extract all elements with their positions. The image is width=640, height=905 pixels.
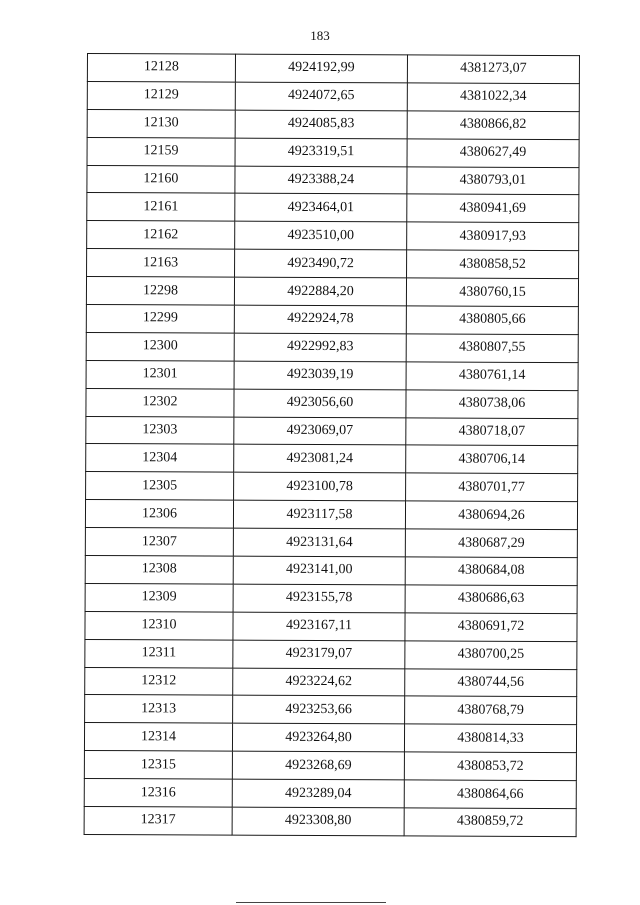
point-id-cell: 12129	[87, 81, 235, 110]
x-coordinate-cell: 4923081,24	[234, 445, 406, 474]
table-row	[85, 611, 577, 641]
y-coordinate-cell: 4380627,49	[407, 139, 579, 168]
y-coordinate-cell: 4380941,69	[407, 194, 579, 223]
table-row	[84, 807, 576, 837]
y-coordinate-cell: 4380859,72	[404, 808, 576, 837]
point-id-cell: 12301	[86, 360, 234, 389]
y-coordinate-cell: 4380760,15	[406, 278, 578, 307]
x-coordinate-cell: 4923490,72	[235, 249, 407, 278]
x-coordinate-cell: 4924085,83	[235, 110, 407, 139]
point-id-cell: 12314	[84, 723, 232, 752]
point-id-cell: 12128	[87, 54, 235, 83]
table-row	[87, 165, 579, 195]
point-id-cell: 12305	[86, 472, 234, 501]
table-row	[85, 667, 577, 697]
table-row	[86, 472, 578, 502]
table-row	[86, 277, 578, 307]
page-number: 183	[310, 28, 330, 43]
x-coordinate-cell: 4923388,24	[235, 166, 407, 195]
y-coordinate-cell: 4380700,25	[405, 641, 577, 670]
y-coordinate-cell: 4380694,26	[405, 501, 577, 530]
point-id-cell: 12300	[86, 332, 234, 361]
table-row	[86, 388, 578, 418]
x-coordinate-cell: 4923308,80	[232, 807, 404, 836]
table-row	[87, 221, 579, 251]
y-coordinate-cell: 4380744,56	[405, 668, 577, 697]
y-coordinate-cell: 4380686,63	[405, 585, 577, 614]
point-id-cell: 12163	[87, 249, 235, 278]
point-id-cell: 12161	[87, 193, 235, 222]
table-row	[87, 54, 579, 84]
x-coordinate-cell: 4923069,07	[234, 417, 406, 446]
x-coordinate-cell: 4923039,19	[234, 361, 406, 390]
y-coordinate-cell: 4380706,14	[406, 445, 578, 474]
coordinates-table-body	[84, 54, 579, 837]
point-id-cell: 12130	[87, 109, 235, 138]
point-id-cell: 12312	[85, 667, 233, 696]
table-row	[85, 695, 577, 725]
point-id-cell: 12317	[84, 807, 232, 836]
point-id-cell: 12307	[85, 528, 233, 557]
table-row	[87, 109, 579, 139]
y-coordinate-cell: 4380814,33	[404, 724, 576, 753]
point-id-cell: 12308	[85, 556, 233, 585]
point-id-cell: 12159	[87, 137, 235, 166]
table-row	[85, 500, 577, 530]
y-coordinate-cell: 4380793,01	[407, 166, 579, 195]
x-coordinate-cell: 4923319,51	[235, 138, 407, 167]
y-coordinate-cell: 4380687,29	[405, 529, 577, 558]
y-coordinate-cell: 4380858,52	[407, 250, 579, 279]
y-coordinate-cell: 4380701,77	[406, 473, 578, 502]
x-coordinate-cell: 4923264,80	[232, 724, 404, 753]
point-id-cell: 12315	[84, 751, 232, 780]
x-coordinate-cell: 4923100,78	[234, 473, 406, 502]
y-coordinate-cell: 4380866,82	[407, 111, 579, 140]
y-coordinate-cell: 4380864,66	[404, 780, 576, 809]
point-id-cell: 12313	[85, 695, 233, 724]
table-row	[85, 556, 577, 586]
x-coordinate-cell: 4924072,65	[235, 82, 407, 111]
table-row	[87, 137, 579, 167]
y-coordinate-cell: 4380768,79	[405, 696, 577, 725]
table-row	[85, 583, 577, 613]
page-bottom-rule	[236, 902, 386, 903]
y-coordinate-cell: 4381022,34	[407, 83, 579, 112]
table-row	[86, 332, 578, 362]
x-coordinate-cell: 4923510,00	[235, 221, 407, 250]
x-coordinate-cell: 4923464,01	[235, 194, 407, 223]
x-coordinate-cell: 4922992,83	[234, 333, 406, 362]
x-coordinate-cell: 4923224,62	[233, 668, 405, 697]
table-row	[87, 193, 579, 223]
y-coordinate-cell: 4380807,55	[406, 334, 578, 363]
point-id-cell: 12162	[87, 221, 235, 250]
table-row	[86, 416, 578, 446]
y-coordinate-cell: 4380738,06	[406, 390, 578, 419]
point-id-cell: 12316	[84, 779, 232, 808]
point-id-cell: 12160	[87, 165, 235, 194]
x-coordinate-cell: 4923117,58	[233, 500, 405, 529]
y-coordinate-cell: 4380691,72	[405, 613, 577, 642]
table-row	[87, 249, 579, 279]
point-id-cell: 12310	[85, 611, 233, 640]
y-coordinate-cell: 4380761,14	[406, 362, 578, 391]
table-row	[86, 444, 578, 474]
y-coordinate-cell: 4380917,93	[407, 222, 579, 251]
table-row	[84, 779, 576, 809]
x-coordinate-cell: 4923155,78	[233, 584, 405, 613]
x-coordinate-cell: 4923253,66	[233, 696, 405, 725]
y-coordinate-cell: 4381273,07	[407, 55, 579, 84]
x-coordinate-cell: 4923268,69	[232, 751, 404, 780]
x-coordinate-cell: 4922884,20	[234, 277, 406, 306]
y-coordinate-cell: 4380684,08	[405, 557, 577, 586]
point-id-cell: 12306	[85, 500, 233, 529]
point-id-cell: 12309	[85, 583, 233, 612]
table-row	[86, 360, 578, 390]
table-row	[84, 751, 576, 781]
x-coordinate-cell: 4923056,60	[234, 389, 406, 418]
table-row	[85, 528, 577, 558]
point-id-cell: 12302	[86, 388, 234, 417]
y-coordinate-cell: 4380718,07	[406, 417, 578, 446]
x-coordinate-cell: 4923167,11	[233, 612, 405, 641]
table-row	[86, 305, 578, 335]
table-row	[87, 81, 579, 111]
x-coordinate-cell: 4923141,00	[233, 556, 405, 585]
table-row	[84, 723, 576, 753]
y-coordinate-cell: 4380853,72	[404, 752, 576, 781]
point-id-cell: 12298	[86, 277, 234, 306]
point-id-cell: 12303	[86, 416, 234, 445]
x-coordinate-cell: 4923289,04	[232, 779, 404, 808]
x-coordinate-cell: 4923179,07	[233, 640, 405, 669]
x-coordinate-cell: 4922924,78	[234, 305, 406, 334]
y-coordinate-cell: 4380805,66	[406, 306, 578, 335]
x-coordinate-cell: 4923131,64	[233, 528, 405, 557]
point-id-cell: 12304	[86, 444, 234, 473]
table-row	[85, 639, 577, 669]
coordinates-table	[84, 53, 580, 837]
point-id-cell: 12311	[85, 639, 233, 668]
point-id-cell: 12299	[86, 305, 234, 334]
x-coordinate-cell: 4924192,99	[235, 54, 407, 83]
